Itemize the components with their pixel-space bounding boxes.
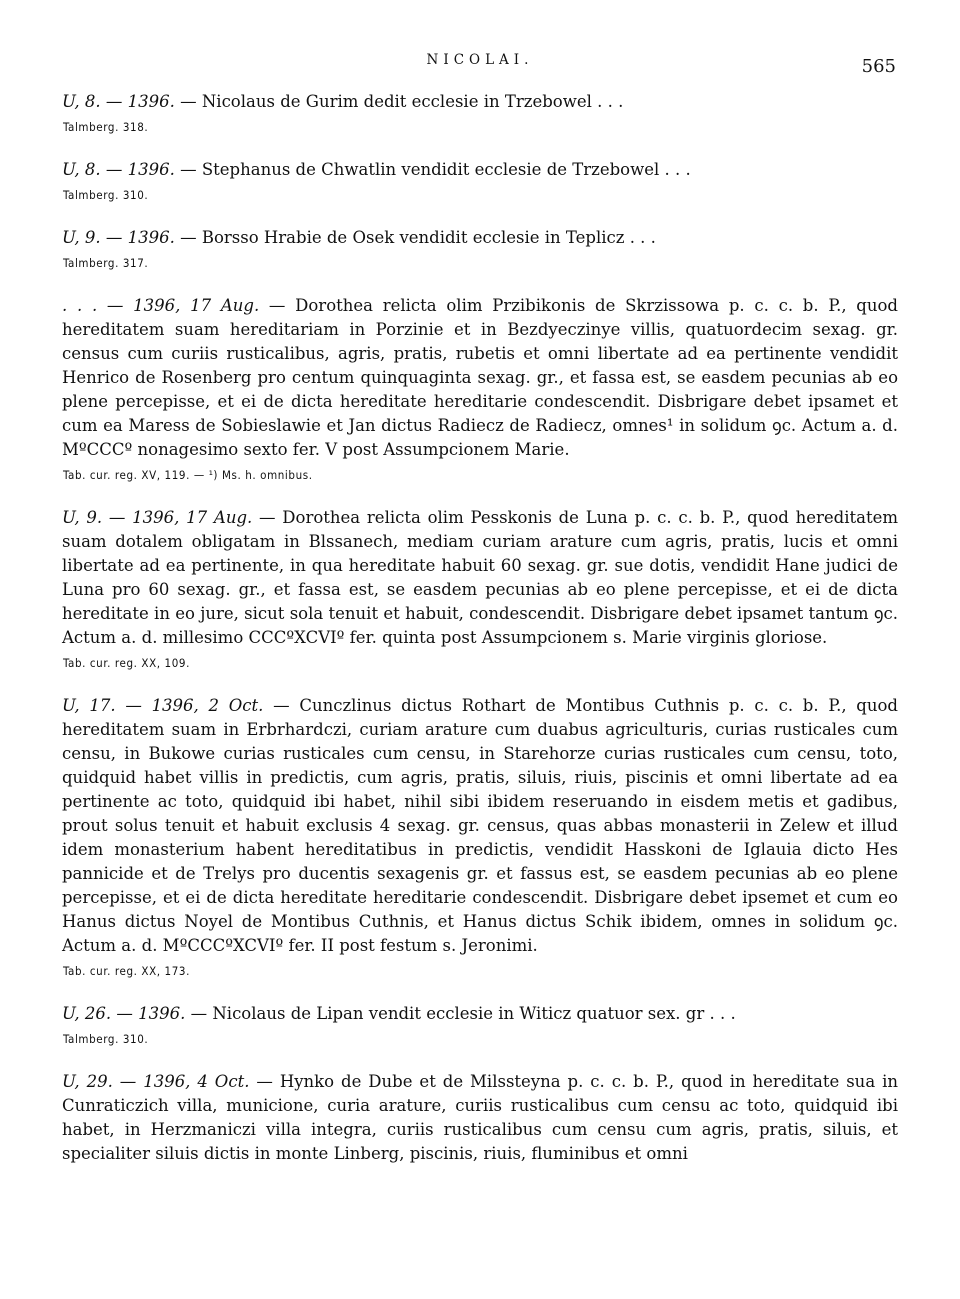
page-header xyxy=(62,50,898,90)
entry-date: U, 8. — 1396. xyxy=(62,160,175,179)
entry-date: . . . — 1396, 17 Aug. xyxy=(62,296,260,315)
entry xyxy=(62,90,898,136)
entry-date: U, 26. — 1396. xyxy=(62,1004,186,1023)
entry-date: U, 29. — 1396, 4 Oct. xyxy=(62,1072,250,1091)
entry-date: U, 17. — 1396, 2 Oct. xyxy=(62,696,264,715)
running-head: NICOLAI. xyxy=(426,52,534,68)
entry-body: — Cunczlinus dictus Rothart de Montibus Cuthnis p. c. c. b. P., quod hereditatem suam in Erbrhardczi, curiam arature cum duabus agriculturis, curias rusticales cum censu, in Bukowe curias rusticales cum censu, in Starehorze curias rusticales cum censu, toto, quidquid habet villis in predictis, cum agris, pratis, siluis, riuis, piscinis et omni libertate ad ea pertinente ac toto, quidquid ibi habet, nihil sibi ibidem reseruando in eisdem metis et gadibus, prout solus tenuit et habuit exclusis 4 sexag. gr. census, quas abbas monasterii in Zelew et illud idem monasterium habent hereditatibus in predictis, vendidit Hasskoni de Iglauia dicto Hes pannicide et de Trelys pro ducentis sexagenis gr. et fassus est, se easdem pecunias ab eo plene percepisse, et ei de dicta hereditate hereditarie condescendit. Disbrigare debet ipsemet et cum eo Hanus dictus Noyel de Montibus Cuthnis, et Hanus dictus Schik ibidem, omnes in solidum ꝯc. Actum a. d. MºCCCºXCVIº fer. II post festum s. Jeronimi. xyxy=(62,696,898,955)
entry-text xyxy=(62,158,898,182)
entry-text xyxy=(62,506,898,650)
entry-text xyxy=(62,694,898,958)
entry xyxy=(62,1070,898,1166)
entry-body: — Dorothea relicta olim Pesskonis de Luna p. c. c. b. P., quod hereditatem suam dotalem obligatam in Blssanech, mediam curiam arature cum agris, pratis, lucis et omni libertate ad ea pertinente, in qua hereditate habuit 60 sexag. gr. sue dotis, vendidit Hane judici de Luna pro 60 sexag. gr., et fassa est, se easdem pecunias ab eo plene percepisse, et ei de dicta hereditate in eo jure, sicut sola tenuit et habuit, condescendit. Disbrigare debet ipsamet tantum ꝯc. Actum a. d. millesimo CCCºXCVIº fer. quinta post Assumpcionem s. Marie virginis gloriose. xyxy=(62,508,898,647)
entry-body: — Stephanus de Chwatlin vendidit ecclesie de Trzebowel . . . xyxy=(174,160,691,179)
source-citation: Talmberg. 310. xyxy=(63,188,149,202)
entry-text xyxy=(62,1002,898,1026)
entry xyxy=(62,226,898,272)
entry-body: — Borsso Hrabie de Osek vendidit ecclesie in Teplicz . . . xyxy=(174,228,656,247)
source-citation: Talmberg. 317. xyxy=(63,256,149,270)
entry xyxy=(62,506,898,672)
source-citation: Talmberg. 318. xyxy=(63,120,149,134)
entry-body: — Dorothea relicta olim Przibikonis de Skrzissowa p. c. c. b. P., quod hereditatem suam hereditariam in Porzinie et in Bezdyeczinye villis, quatuordecim sexag. gr. census cum curiis rusticalibus, agris, pratis, rubetis et omni libertate ad ea pertinente vendidit Henrico de Rosenberg pro centum quinquaginta sexag. gr., et fassa est, se easdem pecunias ab eo plene percepisse, et ei de dicta hereditate hereditarie condescendit. Disbrigare debet ipsamet et cum ea Maress de Sobieslawie et Jan dictus Radiecz de Radiecz, omnes¹ in solidum ꝯc. Actum a. d. MºCCCº nonagesimo sexto fer. V post Assumpcionem Marie. xyxy=(62,296,898,459)
entry-date: U, 9. — 1396, 17 Aug. xyxy=(62,508,253,527)
entry-body: — Hynko de Dube et de Milssteyna p. c. c. b. P., quod in hereditate sua in Cunraticzich villa, municione, curia arature, curiis rusticalibus cum censu ac toto, quidquid ibi habet, in Herzmaniczi villa integra, curiis rusticalibus cum censu cum agris, pratis, siluis, et specialiter siluis dictis in monte Linberg, piscinis, riuis, fluminibus et omni xyxy=(62,1072,898,1163)
entry xyxy=(62,158,898,204)
entry-text xyxy=(62,294,898,462)
entry xyxy=(62,694,898,980)
source-citation: Tab. cur. reg. XX, 173. xyxy=(63,964,190,978)
entry-body: — Nicolaus de Lipan vendit ecclesie in Witicz quatuor sex. gr . . . xyxy=(185,1004,736,1023)
entry-text xyxy=(62,226,898,250)
entry-text xyxy=(62,90,898,114)
entry xyxy=(62,1002,898,1048)
page-number: 565 xyxy=(861,56,896,77)
entry xyxy=(62,294,898,484)
source-citation: Tab. cur. reg. XX, 109. xyxy=(63,656,190,670)
entry-text xyxy=(62,1070,898,1166)
entry-body: — Nicolaus de Gurim dedit ecclesie in Trzebowel . . . xyxy=(174,92,624,111)
source-citation: Talmberg. 310. xyxy=(63,1032,149,1046)
source-citation: Tab. cur. reg. XV, 119. — ¹) Ms. h. omnibus. xyxy=(63,468,313,482)
entry-date: U, 8. — 1396. xyxy=(62,92,175,111)
entry-date: U, 9. — 1396. xyxy=(62,228,175,247)
